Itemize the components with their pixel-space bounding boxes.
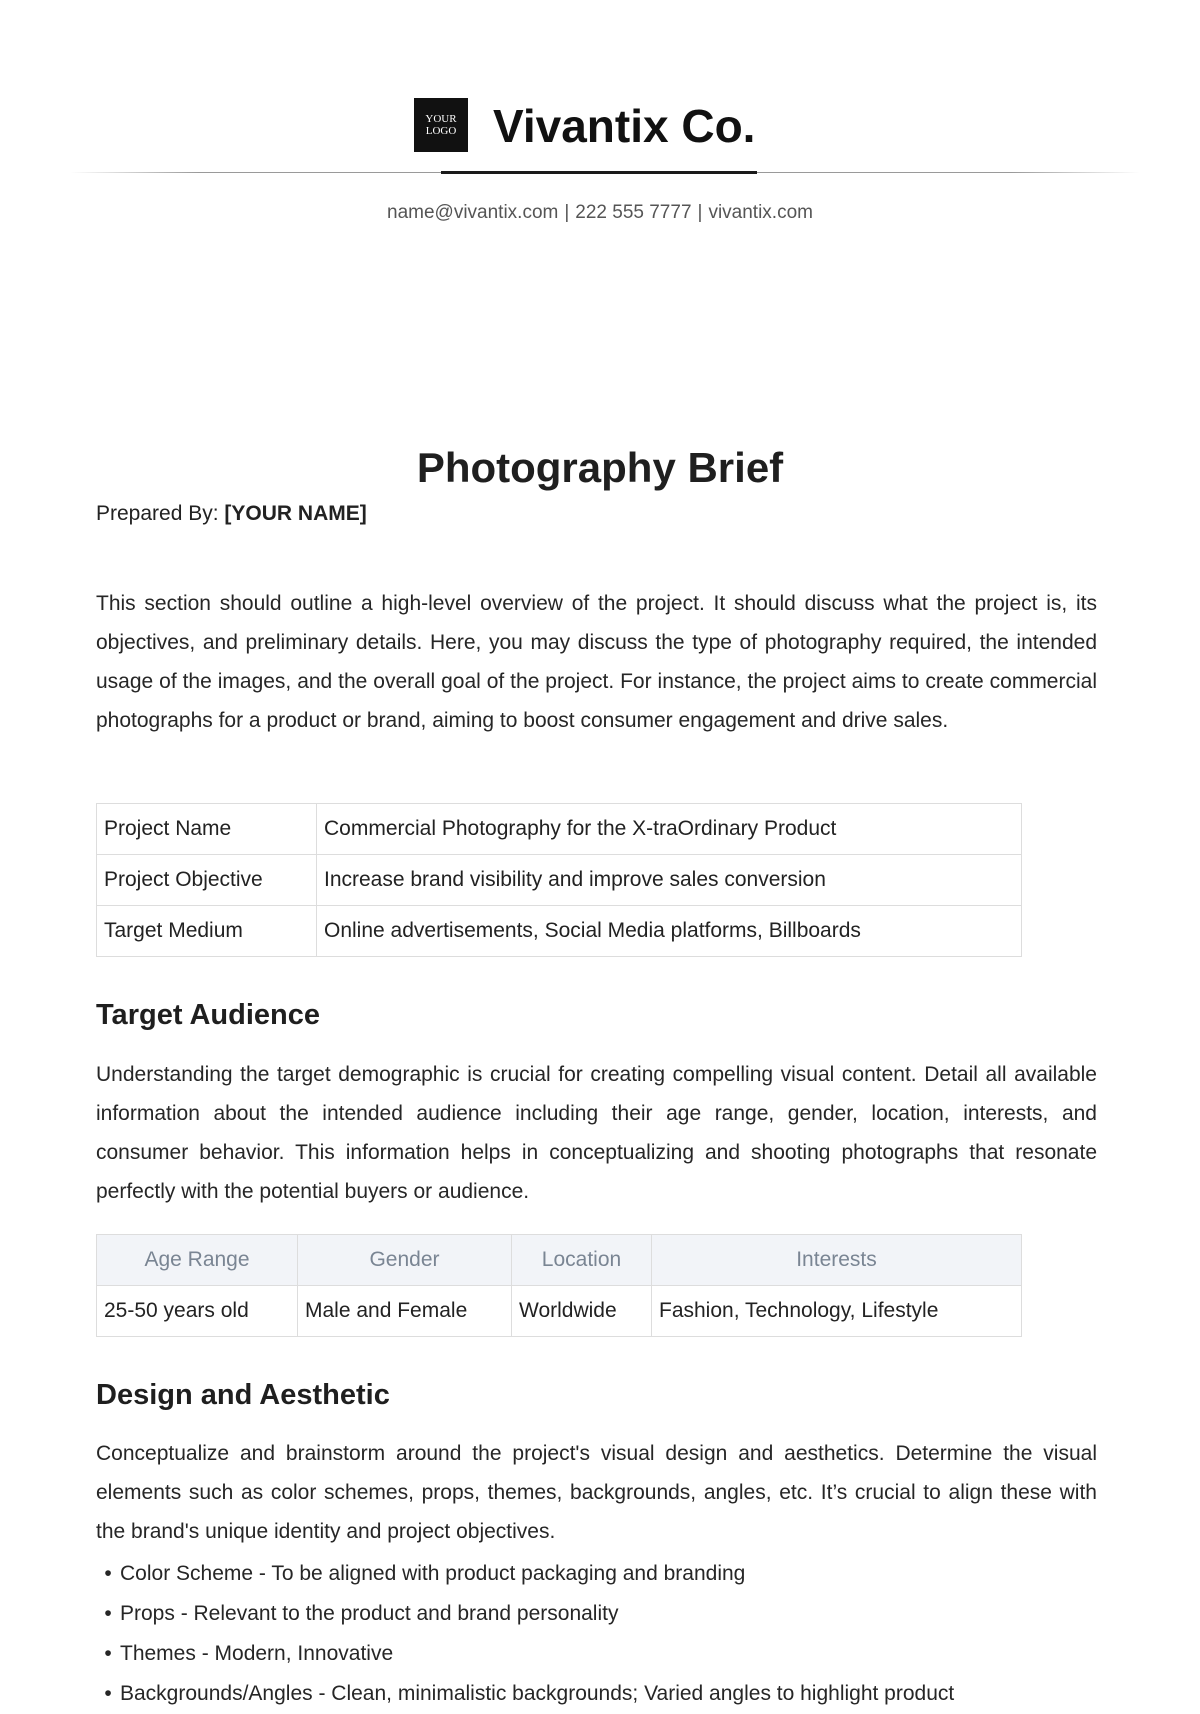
document-header [0,96,1200,156]
table-cell-value: Online advertisements, Social Media platforms, Billboards [317,906,1022,957]
table-header-cell: Location [512,1235,652,1286]
list-item-text: Themes - Modern, Innovative [120,1642,394,1665]
table-cell-label: Target Medium [97,906,317,957]
table-header-cell: Age Range [97,1235,298,1286]
list-item [96,1674,1106,1714]
company-logo [414,98,468,152]
table-row [97,1286,1022,1337]
list-item [96,1634,1106,1674]
design-bullet-list [96,1554,1106,1714]
bullet-icon: • [104,1562,112,1585]
prepared-by-label: Prepared By: [96,502,219,525]
logo-text-line2: LOGO [425,125,457,137]
table-cell: 25-50 years old [97,1286,298,1337]
intro-paragraph: This section should outline a high-level overview of the project. It should discuss what the project is, its objectives, and preliminary details. Here, you may discuss the type of photography required, the intended usage of the images, and the overall goal of the project. For instance, the project aims to create commercial photographs for a product or brand, aiming to boost consumer engagement and drive sales. [96,592,1097,732]
prepared-by [96,500,367,528]
bullet-icon: • [104,1682,112,1705]
table-cell-label: Project Objective [97,855,317,906]
company-name: Vivantix Co. [493,100,756,152]
list-item-text: Backgrounds/Angles - Clean, minimalistic backgrounds; Varied angles to highlight product [120,1682,955,1705]
contact-email[interactable]: name@vivantix.com [387,202,559,223]
contact-separator: | [697,202,703,223]
table-cell-value: Commercial Photography for the X-traOrdinary Product [317,804,1022,855]
table-header-row [97,1235,1022,1286]
header-accent-bar [441,171,757,174]
design-paragraph: Conceptualize and brainstorm around the project's visual design and aesthetics. Determine the visual elements such as color schemes, props, themes, backgrounds, angles, etc. It’s crucial to align these with the brand's unique identity and project objectives. [96,1442,1097,1543]
list-item [96,1554,1106,1594]
table-header-cell: Gender [298,1235,512,1286]
list-item [96,1594,1106,1634]
table-header-cell: Interests [652,1235,1022,1286]
table-cell: Male and Female [298,1286,512,1337]
section-heading-target-audience: Target Audience [96,999,320,1031]
list-item-text: Props - Relevant to the product and brand personality [120,1602,619,1625]
bullet-icon: • [104,1602,112,1625]
table-row [97,906,1022,957]
bullet-icon: • [104,1642,112,1665]
prepared-by-value: [YOUR NAME] [224,502,367,525]
table-cell-value: Increase brand visibility and improve sales conversion [317,855,1022,906]
section-heading-design-aesthetic: Design and Aesthetic [96,1379,390,1411]
table-cell: Fashion, Technology, Lifestyle [652,1286,1022,1337]
table-row [97,855,1022,906]
document-title: Photography Brief [416,444,784,491]
contact-phone[interactable]: 222 555 7777 [575,202,692,223]
list-item-text: Color Scheme - To be aligned with product packaging and branding [120,1562,746,1585]
contact-website[interactable]: vivantix.com [708,202,813,223]
target-audience-paragraph: Understanding the target demographic is crucial for creating compelling visual content. Detail all available information about the intended audience including their age range, gender, location, interests, and consumer behavior. This information helps in conceptualizing and shooting photographs that resonate perfectly with the potential buyers or audience. [96,1063,1097,1203]
contact-separator: | [564,202,570,223]
table-cell: Worldwide [512,1286,652,1337]
table-row [97,804,1022,855]
table-cell-label: Project Name [97,804,317,855]
contact-line [0,200,1200,226]
logo-text-line1: YOUR [425,113,457,125]
audience-table [96,1234,1022,1337]
project-details-table [96,803,1022,957]
